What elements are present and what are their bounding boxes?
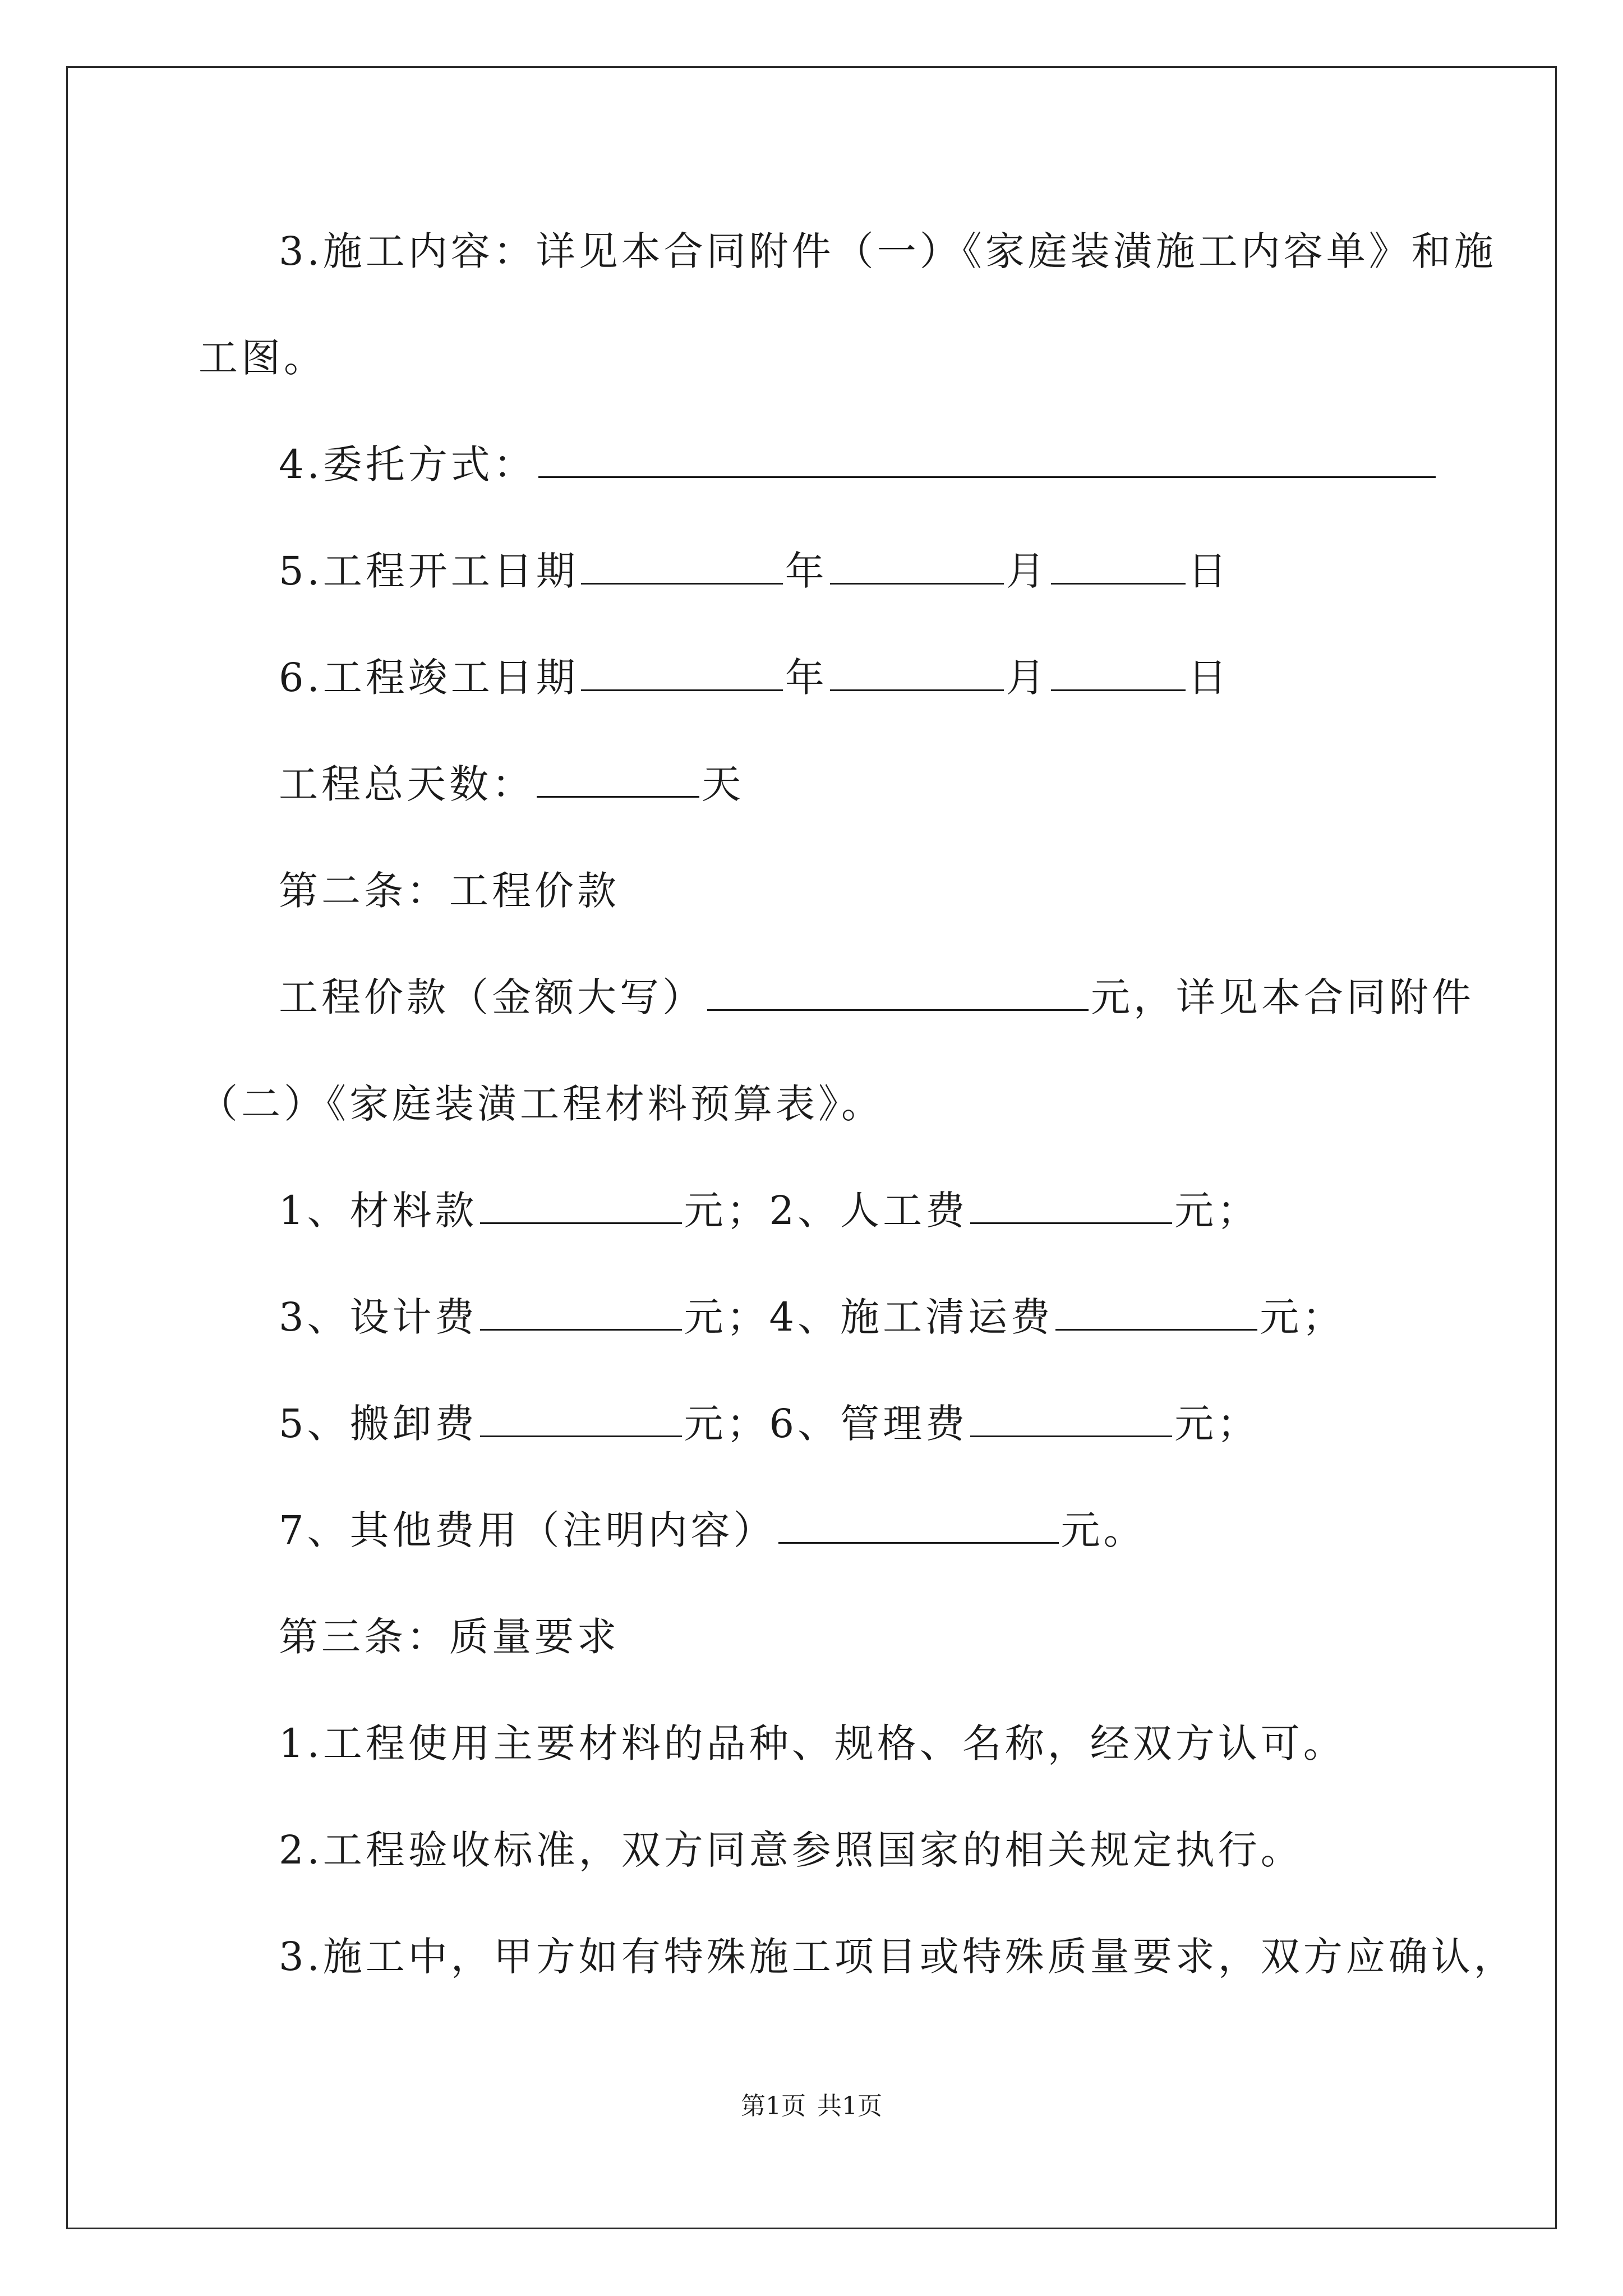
clause-4-commission-method: 4.委托方式： [279,438,1438,491]
start-year-blank[interactable] [581,548,783,585]
start-month-blank[interactable] [830,548,1004,585]
quality-item-1: 1.工程使用主要材料的品种、规格、名称，经双方认可。 [279,1720,1346,1766]
management-fee-blank[interactable] [970,1401,1172,1437]
clause-3-continuation: 工图。 [199,335,326,381]
fee-line-3: 5、搬卸费 元；6、管理费 元； [279,1401,1260,1447]
total-days-line: 工程总天数： 天 [279,761,744,807]
end-year-blank[interactable] [581,655,783,691]
design-fee-blank[interactable] [480,1294,682,1331]
fee-line-2: 3、设计费 元；4、施工清运费 元； [279,1294,1345,1340]
page-number: 第1页 [741,2092,806,2120]
project-price-continuation: （二）《家庭装潢工程材料预算表》。 [199,1081,884,1127]
fee-line-4: 7、其他费用（注明内容） 元。 [279,1507,1146,1553]
cleanup-fee-blank[interactable] [1055,1294,1257,1331]
end-month-blank[interactable] [830,655,1004,691]
page-total: 共1页 [817,2092,882,2120]
labor-fee-blank[interactable] [970,1188,1172,1224]
project-price-line: 工程价款（金额大写） 元，详见本合同附件 [279,974,1474,1020]
article-2-heading: 第二条：工程价款 [279,868,620,914]
start-day-blank[interactable] [1051,548,1186,585]
quality-item-2: 2.工程验收标准，双方同意参照国家的相关规定执行。 [279,1827,1303,1873]
total-days-blank[interactable] [537,761,699,798]
commission-method-blank[interactable] [538,441,1436,478]
page-border [66,66,1557,2229]
clause-6-completion-date: 6.工程竣工日期 年 月 日 [279,655,1230,701]
article-3-heading: 第三条：质量要求 [279,1614,620,1660]
page-footer [0,2090,1623,2123]
material-fee-blank[interactable] [480,1188,682,1224]
price-amount-blank[interactable] [707,974,1089,1011]
fee-line-1: 1、材料款 元；2、人工费 元； [279,1188,1260,1234]
quality-item-3: 3.施工中，甲方如有特殊施工项目或特殊质量要求，双方应确认， [279,1934,1516,1980]
clause-5-start-date: 5.工程开工日期 年 月 日 [279,548,1230,594]
handling-fee-blank[interactable] [480,1401,682,1437]
end-day-blank[interactable] [1051,655,1186,691]
other-fee-blank[interactable] [778,1507,1059,1544]
clause-3-construction-content: 3.施工内容：详见本合同附件（一）《家庭装潢施工内容单》和施 [279,228,1497,274]
